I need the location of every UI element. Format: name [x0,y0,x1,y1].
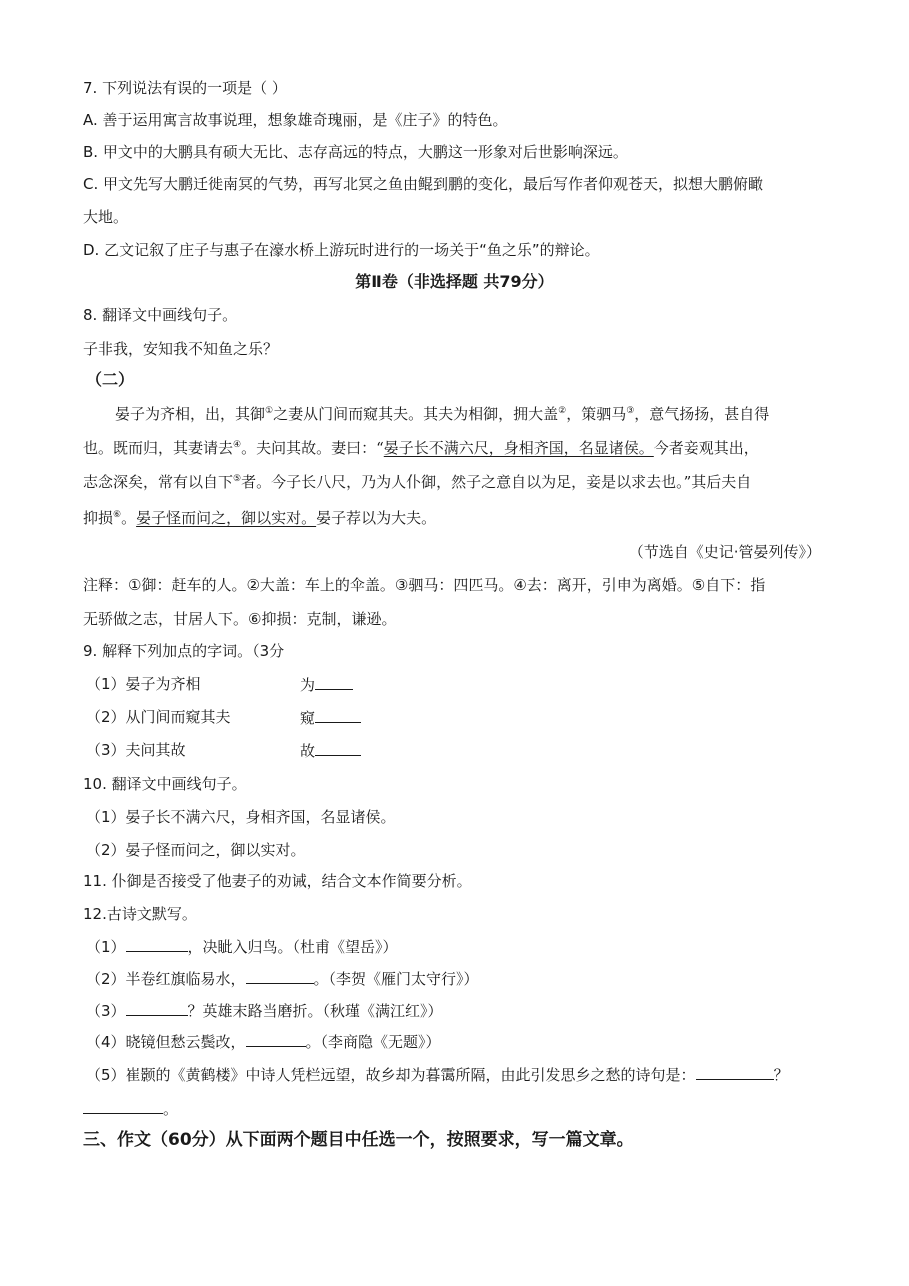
footnote-mark: ② [558,406,567,416]
q9-word: 故 [300,742,316,760]
part2-label: （二） [86,370,135,389]
q9-answer-3 [300,740,361,761]
q11-stem: 11. 仆御是否接受了他妻子的劝诫，结合文本作简要分析。 [83,872,472,890]
passage-source: （节选自《史记·管晏列传》） [628,543,821,561]
q10-sentence-1: （1）晏子长不满六尺，身相齐国，名显诸侯。 [86,808,396,826]
q12-item-2 [86,968,479,989]
notes-line-1: 注释：①御：赶车的人。②大盖：车上的伞盖。③驷马：四匹马。④去：离开，引申为离婚。⑤自下：指 [83,576,766,594]
q7-stem: 7. 下列说法有误的一项是（ ） [83,79,287,97]
passage-text: 晏子荐以为大夫。 [316,509,437,527]
passage-line-3 [83,472,751,492]
q10-stem: 10. 翻译文中画线句子。 [83,775,247,793]
q12-text: （2）半卷红旗临易水， [86,970,246,988]
passage-line-1 [115,404,769,424]
q12-text: （4）晓镜但愁云鬓改， [86,1033,246,1051]
footnote-mark: ⑥ [113,510,122,520]
q7-option-b: B. 甲文中的大鹏具有硕大无比、志存高远的特点，大鹏这一形象对后世影响深远。 [83,143,628,161]
q8-sentence: 子非我，安知我不知鱼之乐？ [83,340,279,358]
q12-text: （3） [86,1002,126,1020]
underlined-sentence-2: 晏子怪而问之，御以实对。 [136,509,317,527]
passage-text: 今者妾观其出， [653,439,759,457]
passage-text: 晏子为齐相，出，其御 [115,405,266,423]
q12-text: ，决眦入归鸟。（杜甫《望岳》） [187,938,398,956]
q12-text: 。（李商隐《无题》） [305,1033,441,1051]
notes-line-2: 无骄做之志，甘居人下。⑥抑损：克制，谦逊。 [83,610,397,628]
passage-line-2 [83,438,759,458]
q9-item-2: （2）从门间而窥其夫 [86,708,231,726]
underlined-sentence-1: 晏子长不满六尺，身相齐国，名显诸侯。 [383,439,654,457]
q9-item-1: （1）晏子为齐相 [86,675,201,693]
q7-option-a: A. 善于运用寓言故事说理，想象雄奇瑰丽，是《庄子》的特色。 [83,111,508,129]
q9-answer-2 [300,707,361,728]
passage-line-4 [83,508,436,528]
q12-text: 。 [163,1100,179,1118]
answer-blank[interactable] [126,936,188,952]
q12-text: （5）崔颢的《黄鹤楼》中诗人凭栏远望，故乡却为暮霭所隔，由此引发思乡之愁的诗句是： [86,1066,696,1084]
passage-text: 抑损 [83,509,114,527]
answer-blank[interactable] [315,740,361,756]
answer-blank[interactable] [126,1000,188,1016]
q9-word: 为 [300,676,316,694]
q12-item-1 [86,936,398,957]
q12-item-5 [86,1064,789,1085]
q12-text: （1） [86,938,126,956]
footnote-mark: ④ [233,440,242,450]
answer-blank[interactable] [315,674,353,690]
passage-text: 。 [121,509,137,527]
answer-blank[interactable] [83,1098,163,1114]
footnote-mark: ⑤ [233,474,242,484]
q7-option-c-line1: C. 甲文先写大鹏迁徙南冥的气势，再写北冥之鱼由鲲到鹏的变化，最后写作者仰观苍天，拟想大鹏俯瞰 [83,175,764,193]
q12-text: ？ [773,1066,789,1084]
q12-item-5-cont [83,1098,178,1119]
q7-option-d: D. 乙文记叙了庄子与惠子在濠水桥上游玩时进行的一场关于“鱼之乐”的辩论。 [83,241,600,259]
passage-text: 志念深矣，常有以自下 [83,473,234,491]
q12-item-3 [86,1000,443,1021]
q8-stem: 8. 翻译文中画线句子。 [83,306,238,324]
answer-blank[interactable] [246,968,314,984]
section2-title: 第Ⅱ卷（非选择题 共79分） [355,272,554,291]
q9-stem: 9. 解释下列加点的字词。（3分 [83,642,285,660]
passage-text: 。夫问其故。妻曰：“ [241,439,384,457]
passage-text: ，意气扬扬，甚自得 [634,405,770,423]
q10-sentence-2: （2）晏子怪而问之，御以实对。 [86,841,306,859]
q12-item-4 [86,1031,441,1052]
q12-stem: 12.古诗文默写。 [83,905,197,923]
passage-text: 也。既而归，其妻请去 [83,439,234,457]
q9-item-3: （3）夫问其故 [86,741,186,759]
passage-text: 之妻从门间而窥其夫。其夫为相御，拥大盖 [273,405,559,423]
answer-blank[interactable] [246,1031,306,1047]
section3-title: 三、作文（60分）从下面两个题目中任选一个，按照要求，写一篇文章。 [83,1130,634,1150]
answer-blank[interactable] [315,707,361,723]
q9-word: 窥 [300,709,316,727]
footnote-mark: ③ [626,406,635,416]
passage-text: ，策驷马 [566,405,627,423]
q12-text: 。（李贺《雁门太守行》） [313,970,479,988]
q7-option-c-line2: 大地。 [83,208,129,226]
footnote-mark: ① [265,406,274,416]
q9-answer-1 [300,674,353,695]
passage-text: 者。今子长八尺，乃为人仆御，然子之意自以为足，妾是以求去也。”其后夫自 [241,473,752,491]
q12-text: ？英雄末路当磨折。（秋瑾《满江红》） [187,1002,443,1020]
answer-blank[interactable] [696,1064,774,1080]
